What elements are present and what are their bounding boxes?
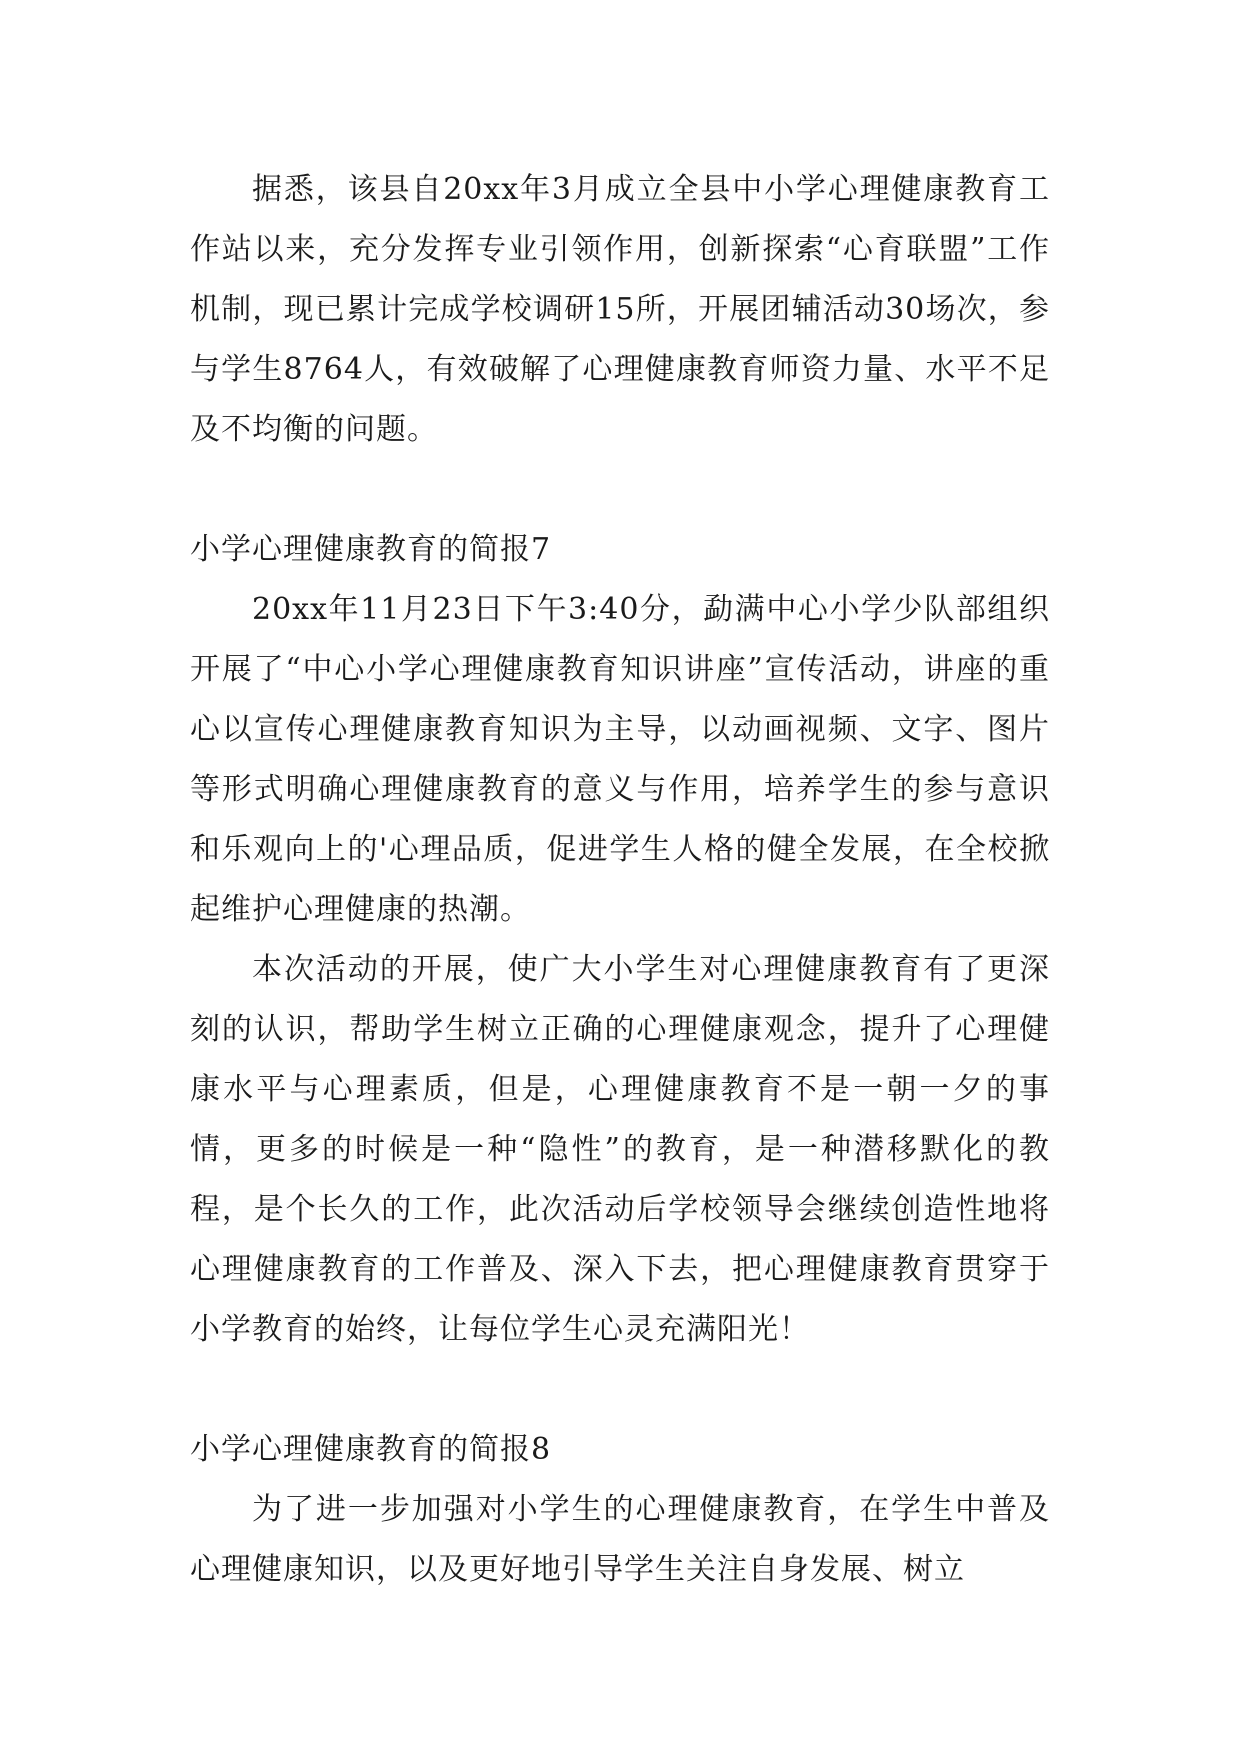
section-7-paragraph-1: 20xx年11月23日下午3:40分，勐满中心小学少队部组织开展了“中心小学心理健康教育知识讲座”宣传活动，讲座的重心以宣传心理健康教育知识为主导，以动画视频、文字、图片等形式明确心理健康教育的意义与作用，培养学生的参与意识和乐观向上的'心理品质，促进学生人格的健全发展，在全校掀起维护心理健康的热潮。 xyxy=(190,592,1050,927)
section-7-title: 小学心理健康教育的简报7 xyxy=(190,532,552,567)
section-8-title: 小学心理健康教育的简报8 xyxy=(190,1432,552,1467)
document-page xyxy=(190,160,1050,1600)
section-8-paragraph-1: 为了进一步加强对小学生的心理健康教育，在学生中普及心理健康知识，以及更好地引导学生关注自身发展、树立 xyxy=(190,1492,1050,1587)
intro-paragraph: 据悉，该县自20xx年3月成立全县中小学心理健康教育工作站以来，充分发挥专业引领作用，创新探索“心育联盟”工作机制，现已累计完成学校调研15所，开展团辅活动30场次，参与学生8764人，有效破解了心理健康教育师资力量、水平不足及不均衡的问题。 xyxy=(190,172,1050,447)
section-7-paragraph-2: 本次活动的开展，使广大小学生对心理健康教育有了更深刻的认识，帮助学生树立正确的心理健康观念，提升了心理健康水平与心理素质，但是，心理健康教育不是一朝一夕的事情，更多的时候是一种“隐性”的教育，是一种潜移默化的教程，是个长久的工作，此次活动后学校领导会继续创造性地将心理健康教育的工作普及、深入下去，把心理健康教育贯穿于小学教育的始终，让每位学生心灵充满阳光！ xyxy=(190,952,1050,1347)
